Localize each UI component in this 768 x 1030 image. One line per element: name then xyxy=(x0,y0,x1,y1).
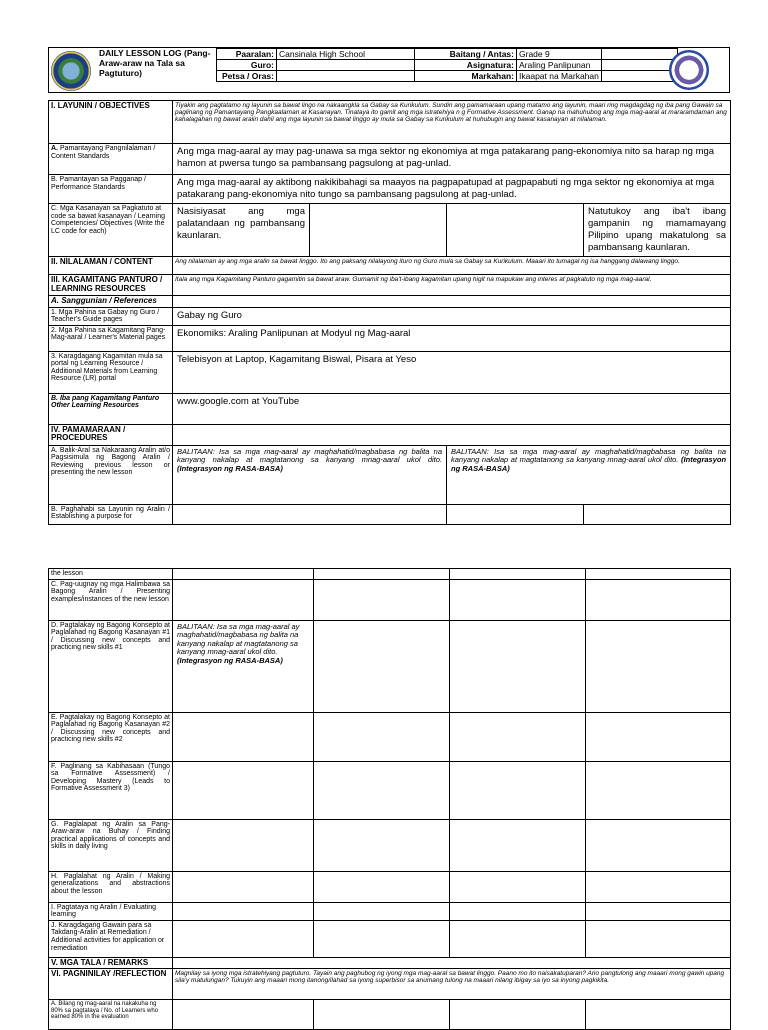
cell xyxy=(314,569,450,580)
pamamaraan-heading: IV. PAMAMARAAN / PROCEDURES xyxy=(49,424,173,445)
cell xyxy=(314,819,450,871)
nilalaman-heading: II. NILALAMAN / CONTENT xyxy=(49,257,173,275)
competencies-day5: Natutukoy ang iba't ibang gampanin ng mamamayang Pilipino upang makatulong sa pambansang kaunlaran. xyxy=(584,204,731,257)
balik-aral-day1 xyxy=(173,445,447,504)
paaralan-label: Paaralan: xyxy=(217,49,277,60)
cell xyxy=(586,569,731,580)
cell xyxy=(173,920,314,957)
header-blank-cell xyxy=(601,71,677,82)
cell xyxy=(314,579,450,620)
cell xyxy=(173,712,314,761)
cell xyxy=(586,902,731,920)
deped-seal-logo xyxy=(669,50,709,90)
cell xyxy=(314,920,450,957)
takdang-aralin-label: J. Karagdagang Gawain para sa Takdang-Aralin at Remediation / Additional activities for application or remediation xyxy=(49,920,173,957)
cell xyxy=(173,871,314,902)
performance-standards-text: Ang mga mag-aaral ay aktibong nakikibahagi sa maayos na pagpapatupad at pagpapabuti ng mga sektor ng ekonomiya at mga patakarang pang-ekonomiya nito tungo sa pambansang pagsulong at pag-unlad. xyxy=(173,175,731,204)
cell xyxy=(586,761,731,819)
cell xyxy=(314,712,450,761)
cell xyxy=(586,620,731,712)
other-resources-label: B. Iba pang Kagamitang Panturo Other Learning Resources xyxy=(49,393,173,424)
nilalaman-text: Ang nilalaman ay ang mga aralin sa bawat linggo. Ito ang paksang nilalayong ituro ng Guro mula sa Gabay sa Kurikulum. Maaari ito tumagal ng isa hanggang dalawang linggo. xyxy=(173,257,731,275)
markahan-value: Ikaapat na Markahan xyxy=(517,71,602,82)
guro-label: Guro: xyxy=(217,60,277,71)
header-info-grid xyxy=(216,48,678,82)
cell xyxy=(173,569,314,580)
competencies-label: C. Mga Kasanayan sa Pagkatuto at code sa bawat kasanayan / Learning Competencies/ Objectives (Write the LC code for each) xyxy=(49,204,173,257)
cell xyxy=(450,920,586,957)
balik-aral-day3-bold: (Integrasyon ng RASA-BASA) xyxy=(451,455,727,473)
performance-standards-label: B. Pamantayan sa Pagganap / Performance Standards xyxy=(49,175,173,204)
additional-materials-label: 3. Karagdagang Kagamitan mula sa portal ng Learning Resource / Additional Materials from Learning Resource (LR) portal xyxy=(49,351,173,393)
cell xyxy=(173,902,314,920)
cell xyxy=(586,1000,731,1030)
competencies-day3 xyxy=(447,204,584,257)
pagtataya-label: I. Pagtataya ng Aralin / Evaluating learning xyxy=(49,902,173,920)
header-blank-cell xyxy=(601,49,677,60)
pagninilay-text: Magnilay sa iyong mga istratehiyang pagtuturo. Tayain ang paghubog ng iyong mga mag-aaral sa bawat linggo. Paano mo ito naisakatuparan? Ano pangtulong ang maaari mong gawin upang sila'y matulungan? Tukuyin ang maaari mong itanong/ilahad sa iyong superbisor sa anumang tulong na maaari nilang ibigay sa iyo sa inyong pagkikita. xyxy=(173,969,731,1000)
document-header xyxy=(48,47,730,93)
pagtalakay1-day1-text: BALITAAN: Isa sa mga mag-aaral ay maghahatid/magbabasa ng balita na kanyang nakalap at magtatanong sa kanyang mnag-aaral ukol dito. xyxy=(177,621,300,657)
layunin-heading: I. LAYUNIN / OBJECTIVES xyxy=(49,101,173,144)
cell xyxy=(173,579,314,620)
paglalapat-label: G. Paglalapat ng Aralin sa Pang-Araw-araw na Buhay / Finding practical applications of concepts and skills in daily living xyxy=(49,819,173,871)
cell xyxy=(314,902,450,920)
teacher-guide-label: 1. Mga Pahina sa Gabay ng Guro / Teacher's Guide pages xyxy=(49,307,173,325)
paghahabi-cell xyxy=(447,504,584,524)
cell xyxy=(450,871,586,902)
pagtalakay1-day1 xyxy=(173,620,314,712)
header-blank-cell xyxy=(601,60,677,71)
kabihasaan-label: F. Paglinang sa Kabihasaan (Tungo sa Formative Assessment) / Developing Mastery (Leads to Formative Assessment 3) xyxy=(49,761,173,819)
pagtalakay1-day1-bold: (Integrasyon ng RASA-BASA) xyxy=(177,655,283,665)
balik-aral-day3-text: BALITAAN: Isa sa mga mag-aaral ay maghahatid/magbabasa ng balita na kanyang nakalap at magtatanong sa kanyang mnag-aaral ukol dito. xyxy=(451,446,727,465)
cell xyxy=(314,761,450,819)
competencies-day2 xyxy=(310,204,447,257)
teacher-guide-text: Gabay ng Guro xyxy=(173,307,731,325)
sanggunian-heading: A. Sanggunian / References xyxy=(49,296,173,308)
cell xyxy=(450,569,586,580)
content-standards-prefix: A. xyxy=(51,145,58,152)
balik-aral-label: A. Balik-Aral sa Nakaraang Aralin at/o Pagsisimula ng Bagong Aralin / Reviewing previous lesson or presenting the new lesson xyxy=(49,445,173,504)
additional-materials-text: Telebisyon at Laptop, Kagamitang Biswal, Pisara at Yeso xyxy=(173,351,731,393)
balik-aral-day1-text: BALITAAN: Isa sa mga mag-aaral ay maghahatid/magbabasa ng balita na kanyang nakalap at magtatanong sa kanyang mnag-aaral ukol dito. xyxy=(177,446,442,465)
kagamitan-heading: III. KAGAMITANG PANTURO / LEARNING RESOURCES xyxy=(49,275,173,296)
cell xyxy=(450,1000,586,1030)
pagninilay-heading: VI. PAGNINILAY /REFLECTION xyxy=(49,969,173,1000)
cell xyxy=(314,620,450,712)
content-standards-label-text: Pamantayang Pangnilalaman / Content Standards xyxy=(51,145,156,160)
paghahabi-continued-label: the lesson xyxy=(49,569,173,580)
baitang-value: Grade 9 xyxy=(517,49,602,60)
cell xyxy=(450,579,586,620)
document-title: DAILY LESSON LOG (Pang-Araw-araw na Tala sa Pagtuturo) xyxy=(99,48,211,78)
cell xyxy=(586,871,731,902)
asignatura-label: Asignatura: xyxy=(415,60,517,71)
kagamitan-text: Itala ang mga Kagamitang Panturo gagamitin sa bawat araw. Gumamit ng iba't-ibang kagamitan upang higit na mapukaw ang interes at pagkatuto ng mga mag-aaral. xyxy=(173,275,731,296)
markahan-label: Markahan: xyxy=(415,71,517,82)
balik-aral-day1-bold: (Integrasyon ng RASA-BASA) xyxy=(177,463,283,473)
layunin-text: Tiyakin ang pagtatamo ng layunin sa bawat lingo na nakaangkla sa Gabay sa Kurikulum. Sundin ang pamamaraan upang matamo ang layunin, maari ring magdagdag ng iba pang Gawain sa paglinang ng Pamantayang Pangkaalaman at Kasanayan. Tinataya ito gamit ang mga istratehiya n g Formative Assessment. Ganap na mahuhubog ang mga mag-aaral at mararamdaman ang kahalagahan ng bawat aralin dahil ang mga layunin sa bawat linggo ay mula sa Gabay sa Kurikulum at huhubugin ang bawat kasanayan at nilalaman. xyxy=(173,101,731,144)
sanggunian-blank xyxy=(173,296,731,308)
paghahabi-cell xyxy=(173,504,447,524)
learner-material-text: Ekonomiks: Araling Panlipunan at Modyul ng Mag-aaral xyxy=(173,325,731,351)
balik-aral-day3 xyxy=(447,445,731,504)
cell xyxy=(450,712,586,761)
baitang-label: Baitang / Antas: xyxy=(415,49,517,60)
cell xyxy=(450,902,586,920)
bilang-label: A. Bilang ng mag-aaral na nakakuha ng 80% sa pagtataya / No. of Learners who earned 80% in the evaluation xyxy=(49,1000,173,1030)
pag-uugnay-label: C. Pag-uugnay ng mga Halimbawa sa Bagong Aralin / Presenting examples/instances of the new lesson xyxy=(49,579,173,620)
lesson-log-table-page2 xyxy=(48,568,731,1030)
paaralan-value: Cansinala High School xyxy=(277,49,415,60)
cell xyxy=(173,1000,314,1030)
learner-material-label: 2. Mga Pahina sa Kagamitang Pang-Mag-aaral / Learner's Material pages xyxy=(49,325,173,351)
tala-heading: V. MGA TALA / REMARKS xyxy=(49,957,173,969)
cell xyxy=(173,819,314,871)
cell xyxy=(586,712,731,761)
competencies-day1: Nasisiyasat ang mga palatandaan ng pambansang kaunlaran. xyxy=(173,204,310,257)
cell xyxy=(586,579,731,620)
cell xyxy=(586,920,731,957)
other-resources-text: www.google.com at YouTube xyxy=(173,393,731,424)
cell xyxy=(314,871,450,902)
school-seal-logo xyxy=(51,51,91,91)
paglalahat-label: H. Paglalahat ng Aralin / Making generalizations and abstractions about the lesson xyxy=(49,871,173,902)
tala-blank xyxy=(173,957,731,969)
cell xyxy=(173,761,314,819)
pagtalakay1-label: D. Pagtalakay ng Bagong Konsepto at Paglalahad ng Bagong Kasanayan #1 / Discussing new concepts and practicing new skills #1 xyxy=(49,620,173,712)
cell xyxy=(314,1000,450,1030)
guro-value xyxy=(277,60,415,71)
paghahabi-label: B. Paghahabi sa Layunin ng Aralin / Establishing a purpose for xyxy=(49,504,173,524)
content-standards-label xyxy=(49,144,173,175)
cell xyxy=(450,819,586,871)
content-standards-text: Ang mga mag-aaral ay may pag-unawa sa mga sektor ng ekonomiya at mga patakarang pang-ekonomiya nito sa harap ng mga hamon at pwersa tungo sa pambansang pagsulong at pag-unlad. xyxy=(173,144,731,175)
paghahabi-cell xyxy=(584,504,731,524)
cell xyxy=(450,620,586,712)
cell xyxy=(450,761,586,819)
lesson-log-table-page1 xyxy=(48,100,731,525)
petsa-value xyxy=(277,71,415,82)
asignatura-value: Araling Panlipunan xyxy=(517,60,602,71)
pamamaraan-blank xyxy=(173,424,731,445)
pagtalakay2-label: E. Pagtalakay ng Bagong Konsepto at Paglalahad ng Bagong Kasanayan #2 / Discussing new concepts and practicing new skills #2 xyxy=(49,712,173,761)
cell xyxy=(586,819,731,871)
petsa-label: Petsa / Oras: xyxy=(217,71,277,82)
